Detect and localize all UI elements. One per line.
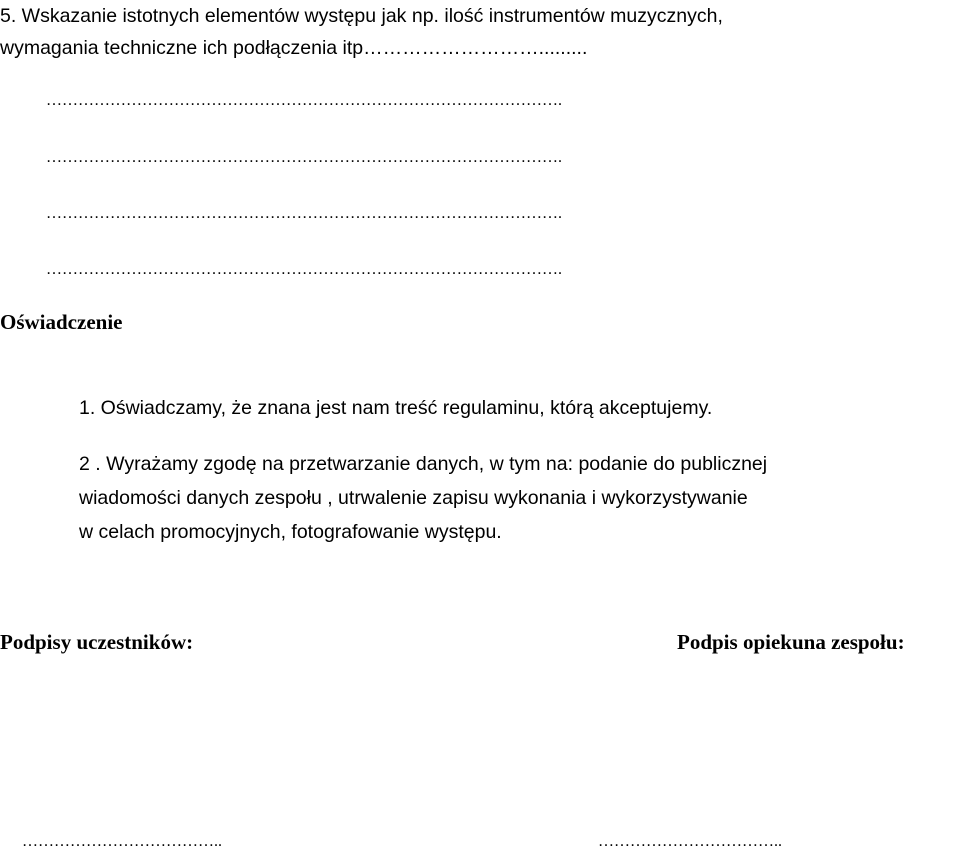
guardian-signature-line: ……………………………..	[598, 833, 782, 850]
declaration-item-2-line-3: w celach promocyjnych, fotografowanie występu.	[79, 521, 502, 543]
section-5-line-1: 5. Wskazanie istotnych elementów występu jak np. ilość instrumentów muzycznych,	[0, 5, 723, 27]
section-5-line-2: wymagania techniczne ich podłączenia itp……………………….........	[0, 37, 588, 59]
declaration-item-2-line-2: wiadomości danych zespołu , utrwalenie zapisu wykonania i wykorzystywanie	[79, 487, 748, 509]
guardian-signature-label: Podpis opiekuna zespołu:	[677, 630, 905, 654]
dotted-answer-line: …………………………………………………………………………………….	[46, 261, 562, 278]
participants-signature-line: ………………………………..	[22, 833, 222, 850]
dotted-answer-line: …………………………………………………………………………………….	[46, 149, 562, 166]
declaration-item-2-line-1: 2 . Wyrażamy zgodę na przetwarzanie danych, w tym na: podanie do publicznej	[79, 453, 768, 475]
dotted-answer-line: …………………………………………………………………………………….	[46, 92, 562, 109]
declaration-heading: Oświadczenie	[0, 310, 123, 334]
declaration-item-1: 1. Oświadczamy, że znana jest nam treść regulaminu, którą akceptujemy.	[79, 397, 713, 419]
dotted-answer-line: …………………………………………………………………………………….	[46, 205, 562, 222]
participants-signature-label: Podpisy uczestników:	[0, 630, 194, 654]
